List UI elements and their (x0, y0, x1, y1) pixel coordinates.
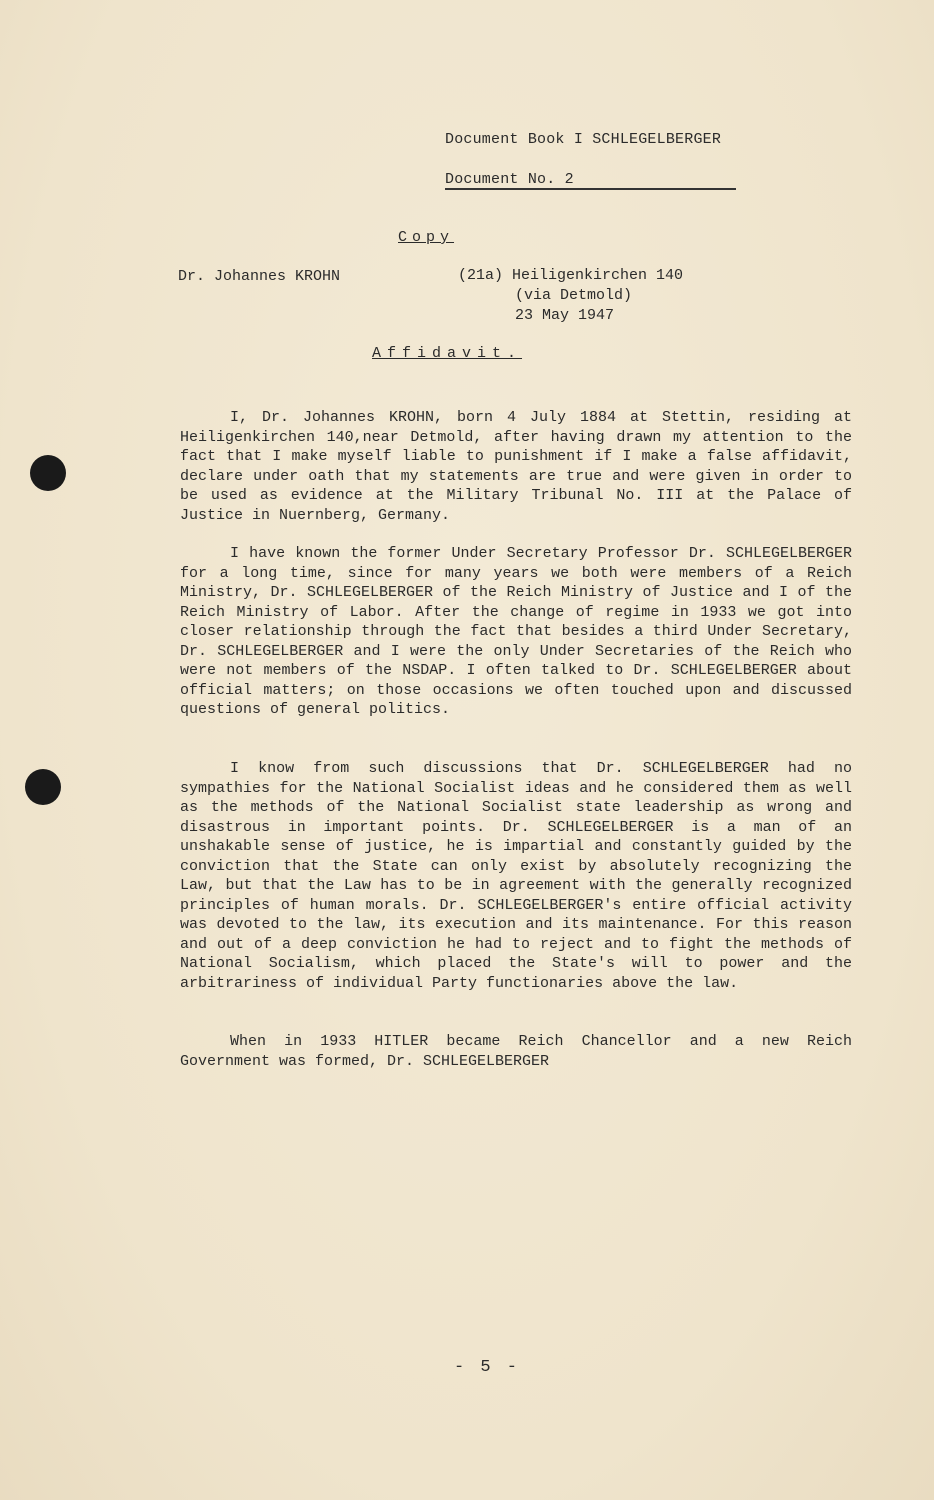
paragraph-oath: I, Dr. Johannes KROHN, born 4 July 1884 at Stettin, residing at Heiligenkirchen 140,near Detmold, after having drawn my attention to the fact that I make myself liable to punishment if I make a false affidavit, declare under oath that my statements are true and were given in order to be used as evidence at the Military Tribunal No. III at the Palace of Justice in Nuernberg, Germany. (180, 409, 852, 524)
document-book-line: Document Book I SCHLEGELBERGER (445, 131, 722, 148)
page-number: - 5 - (454, 1358, 521, 1377)
punch-hole-bottom (25, 769, 61, 805)
affidavit-title: Affidavit. (372, 345, 523, 362)
paragraph-acquaintance: I have known the former Under Secretary Professor Dr. SCHLEGELBERGER for a long time, since for many years we both were members of a Reich Ministry, Dr. SCHLEGELBERGER of the Reich Ministry of Justice and I of the Reich Ministry of Labor. After the change of regime in 1933 we got into closer relationship through the fact that besides a third Under Secretary, Dr. SCHLEGELBERGER and I were the only Under Secretaries of the Reich who were not members of the NSDAP. I often talked to Dr. SCHLEGELBERGER about official matters; on those occasions we often touched upon and discussed questions of general politics. (180, 545, 852, 718)
document-number: Document No. 2 (445, 171, 574, 188)
document-number-underline (445, 188, 736, 190)
address-line-2: (via Detmold) (515, 287, 633, 304)
copy-label: Copy (398, 229, 455, 246)
punch-hole-top (30, 455, 66, 491)
affiant-name: Dr. Johannes KROHN (178, 268, 341, 285)
paragraph-1933: When in 1933 HITLER became Reich Chancellor and a new Reich Government was formed, Dr. SCHLEGELBERGER (180, 1033, 852, 1070)
address-line-1: (21a) Heiligenkirchen 140 (458, 267, 684, 284)
affidavit-date: 23 May 1947 (515, 307, 615, 324)
affiant-address (458, 266, 683, 326)
paragraph-character: I know from such discussions that Dr. SCHLEGELBERGER had no sympathies for the National Socialist ideas and he considered them as well as the methods of the National Socialist state leadership as wrong and disastrous in important points. Dr. SCHLEGELBERGER is a man of an unshakable sense of justice, he is impartial and constantly guided by the conviction that the State can only exist by absolutely recognizing the Law, but that the Law has to be in agreement with the generally recognized principles of human morals. Dr. SCHLEGELBERGER's entire official activity was devoted to the law, its execution and its maintenance. For this reason and out of a deep conviction he had to reject and to fight the methods of National Socialism, which placed the State's will to power and the arbitrariness of individual Party functionaries above the law. (180, 760, 852, 992)
